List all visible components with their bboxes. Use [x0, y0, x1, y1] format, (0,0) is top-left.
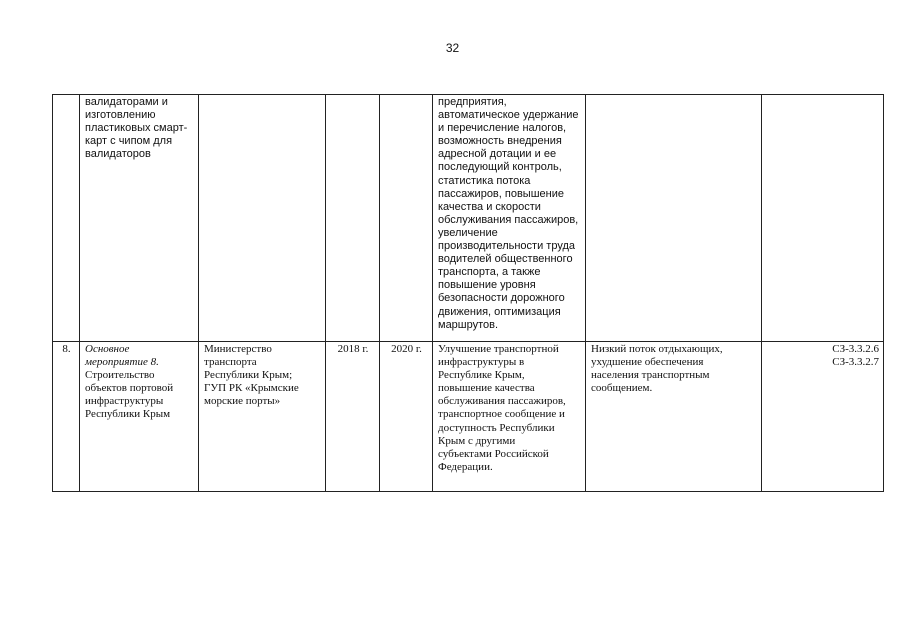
text-line: ГУП РК «Крымские	[204, 382, 299, 395]
cell-number	[53, 95, 80, 342]
text-line: транспорта, а также	[438, 266, 541, 279]
text-line: пластиковых смарт-	[85, 122, 188, 135]
text-line: инфраструктуры в	[438, 356, 525, 369]
cell-expected-result	[433, 95, 586, 342]
text-line: обслуживания пассажиров,	[438, 213, 579, 226]
text-line: Республики Крым	[85, 408, 171, 421]
text-line: Улучшение транспортной	[438, 343, 559, 355]
text-line: Республики Крым;	[204, 369, 293, 382]
text-line: статистика потока	[438, 174, 531, 187]
cell-start-year: 2018 г.	[326, 342, 380, 492]
text-line: повышение уровня	[438, 279, 536, 292]
cell-consequences	[586, 95, 762, 342]
text-line: сообщением.	[591, 382, 653, 395]
text-line: населения транспортным	[591, 369, 710, 382]
cell-expected-result	[433, 342, 586, 492]
text-line: безопасности дорожного	[438, 292, 565, 305]
text-line: увеличение	[438, 226, 498, 239]
cell-executor	[199, 342, 326, 492]
text-line: и перечисление налогов,	[438, 122, 567, 135]
cell-indicators	[762, 342, 884, 492]
text-line: Министерство	[204, 343, 272, 355]
indicator-code: СЗ-3.3.2.6	[832, 343, 879, 355]
text-line: качества и скорости	[438, 200, 541, 213]
page-number: 32	[445, 41, 460, 55]
indicator-code: СЗ-3.3.2.7	[832, 356, 879, 369]
text-line-italic: Основное	[85, 343, 130, 355]
text-line-italic: мероприятие 8.	[85, 356, 159, 369]
text-line: Федерации.	[438, 460, 493, 473]
text-line: объектов портовой	[85, 382, 174, 395]
text-line: валидаторов	[85, 148, 151, 161]
text-line: карт с чипом для	[85, 135, 173, 148]
cell-end-year: 2020 г.	[380, 342, 433, 492]
cell-consequences	[586, 342, 762, 492]
text-line: пассажиров, повышение	[438, 187, 564, 200]
text-line: автоматическое удержание	[438, 109, 579, 122]
text-line: возможность внедрения	[438, 135, 562, 148]
text-line: Низкий поток отдыхающих,	[591, 343, 723, 355]
cell-measure-name	[80, 342, 199, 492]
text-line: морские порты»	[204, 395, 281, 408]
text-line: Строительство	[85, 369, 155, 382]
text-line: движения, оптимизация	[438, 305, 561, 318]
text-line: производительности труда	[438, 240, 575, 253]
table-row-8	[53, 342, 884, 492]
text-line: маршрутов.	[438, 318, 499, 331]
text-line: субъектами Российской	[438, 447, 549, 460]
text-line: предприятия,	[438, 96, 507, 108]
text-line: адресной дотации и ее	[438, 148, 557, 161]
measures-table	[52, 94, 884, 492]
text-line: транспортное сообщение и	[438, 408, 565, 421]
text-line: ухудшение обеспечения	[591, 356, 704, 369]
text-line: повышение качества	[438, 382, 535, 395]
text-line: валидаторами и	[85, 96, 168, 108]
cell-start-year	[326, 95, 380, 342]
cell-executor	[199, 95, 326, 342]
text-line: изготовлению	[85, 109, 156, 122]
text-line: доступность Республики	[438, 421, 555, 434]
text-line: транспорта	[204, 356, 257, 369]
cell-number: 8.	[53, 342, 80, 492]
text-line: инфраструктуры	[85, 395, 164, 408]
cell-measure-name	[80, 95, 199, 342]
cell-end-year	[380, 95, 433, 342]
text-line: Республике Крым,	[438, 369, 525, 382]
text-line: обслуживания пассажиров,	[438, 395, 566, 408]
text-line: водителей общественного	[438, 253, 573, 266]
text-line: Крым с другими	[438, 434, 516, 447]
table-row-continued	[53, 95, 884, 342]
cell-indicators	[762, 95, 884, 342]
text-line: последующий контроль,	[438, 161, 562, 174]
